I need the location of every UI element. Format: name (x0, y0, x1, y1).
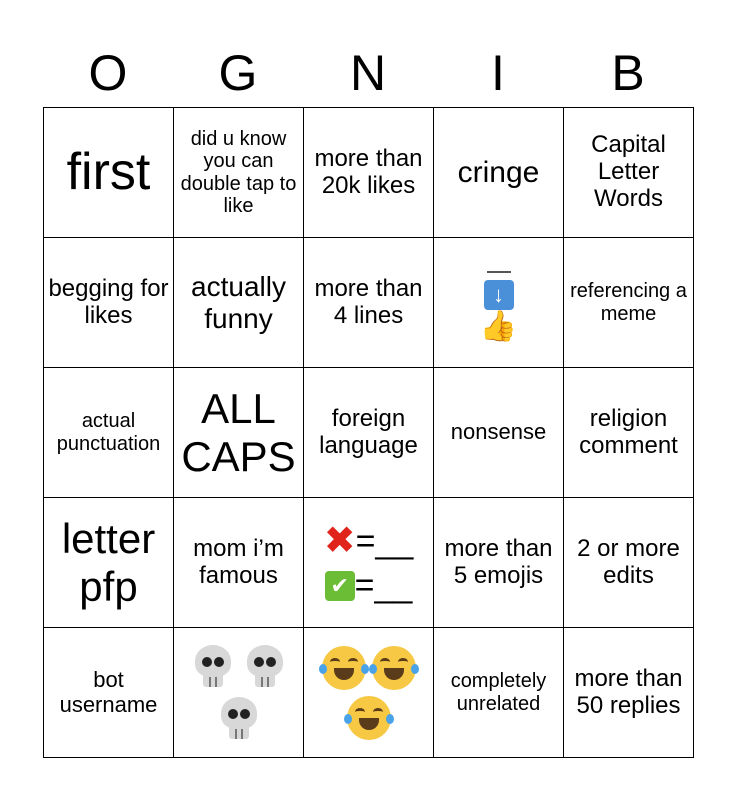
equals-blank: =__ (354, 566, 413, 605)
bingo-cell-nonsense[interactable]: nonsense (434, 368, 564, 498)
bingo-cell-cringe[interactable]: cringe (434, 108, 564, 238)
bingo-cell-cross-check-blanks[interactable] (304, 498, 434, 628)
bingo-cell-2-or-more-edits[interactable]: 2 or more edits (564, 498, 694, 628)
header-letter-o: O (88, 45, 128, 101)
check-mark-icon: ✔ (325, 571, 355, 601)
bingo-cell-more-than-5-emojis[interactable]: more than 5 emojis (434, 498, 564, 628)
skull-icon (193, 645, 233, 689)
bingo-row (44, 498, 694, 628)
equals-blank: =__ (355, 521, 414, 560)
bingo-cell-bot-username[interactable]: bot username (44, 628, 174, 758)
bingo-cell-first[interactable]: first (44, 108, 174, 238)
bingo-cell-begging-for-likes[interactable]: begging for likes (44, 238, 174, 368)
bingo-cell-skulls[interactable] (174, 628, 304, 758)
bingo-cell-letter-pfp[interactable]: letter pfp (44, 498, 174, 628)
bingo-cell-more-than-50-replies[interactable]: more than 50 replies (564, 628, 694, 758)
header-letter-b: B (611, 45, 645, 101)
bingo-cell-more-than-4-lines[interactable]: more than 4 lines (304, 238, 434, 368)
bingo-row (44, 238, 694, 368)
bingo-cell-foreign-language[interactable]: foreign language (304, 368, 434, 498)
laughing-tears-icon (372, 646, 416, 690)
header-letter-i: I (491, 45, 505, 101)
bingo-cell-actual-punctuation[interactable]: actual punctuation (44, 368, 174, 498)
check-row (306, 564, 431, 606)
bingo-card (43, 107, 694, 758)
overline-mark (487, 271, 511, 273)
bingo-cell-referencing-a-meme[interactable]: referencing a meme (564, 238, 694, 368)
bingo-row (44, 108, 694, 238)
bingo-header (43, 40, 693, 106)
bingo-cell-religion-comment[interactable]: religion comment (564, 368, 694, 498)
bingo-row (44, 628, 694, 758)
laughing-tears-icon (322, 646, 366, 690)
skull-icon (245, 645, 285, 689)
laughing-tears-icon (347, 696, 391, 740)
bingo-cell-all-caps[interactable]: ALL CAPS (174, 368, 304, 498)
bingo-cell-laughing-emojis[interactable] (304, 628, 434, 758)
bingo-cell-completely-unrelated[interactable]: completely unrelated (434, 628, 564, 758)
down-arrow-icon: ↓ (484, 280, 514, 310)
skull-icon (219, 697, 259, 741)
header-letter-g: G (218, 45, 258, 101)
bingo-cell-capital-letter-words[interactable]: Capital Letter Words (564, 108, 694, 238)
bingo-cell-downvote-thumbs[interactable] (434, 238, 564, 368)
cross-row (306, 519, 431, 565)
bingo-cell-double-tap[interactable]: did u know you can double tap to like (174, 108, 304, 238)
header-letter-n: N (349, 45, 387, 101)
bingo-cell-mom-im-famous[interactable]: mom i’m famous (174, 498, 304, 628)
cross-mark-icon: ✖ (323, 519, 356, 562)
bingo-cell-actually-funny[interactable]: actually funny (174, 238, 304, 368)
bingo-row (44, 368, 694, 498)
thumbs-up-icon: 👍 (479, 308, 518, 344)
bingo-cell-20k-likes[interactable]: more than 20k likes (304, 108, 434, 238)
